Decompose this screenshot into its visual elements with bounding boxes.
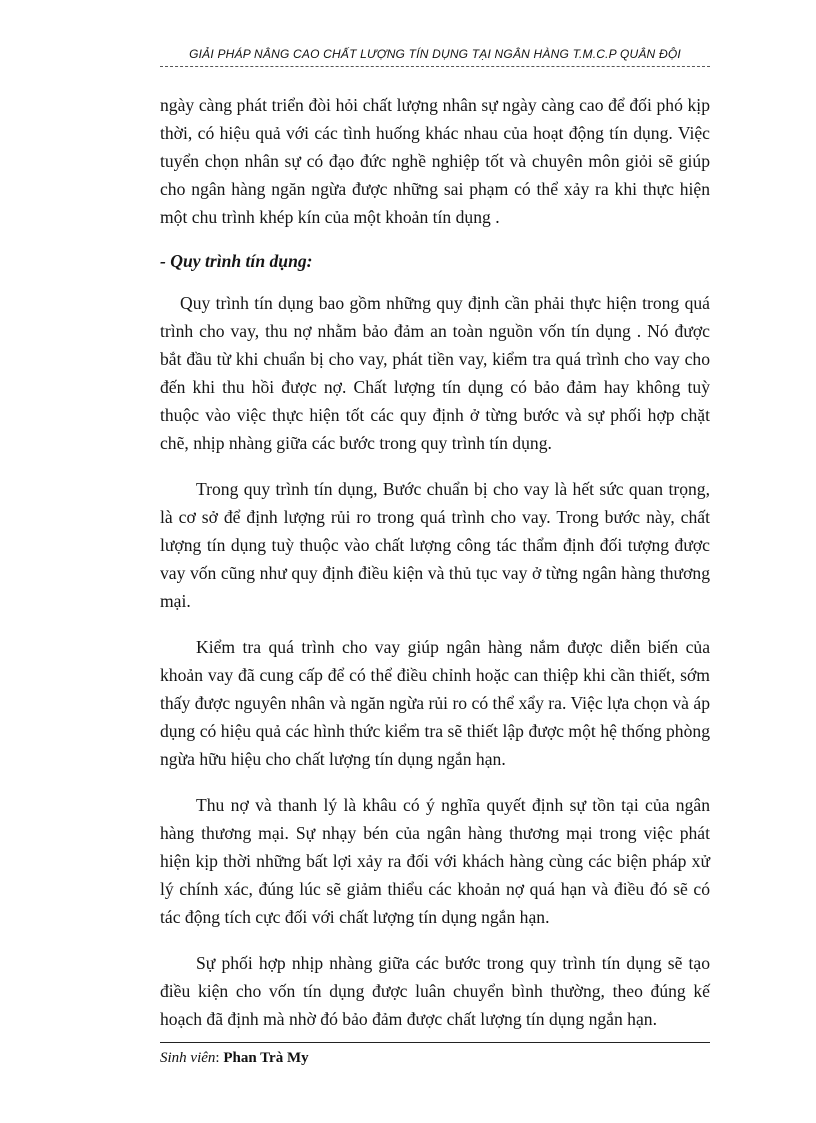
paragraph-4: Thu nợ và thanh lý là khâu có ý nghĩa quyết định sự tồn tại của ngân hàng thương mại. Sự nhạy bén của ngân hàng thương mại trong việc phát hiện kịp thời những bất lợi xảy ra đối với khách hàng cùng các biện pháp xử lý chính xác, đúng lúc sẽ giảm thiểu các khoản nợ quá hạn và điều đó sẽ có tác động tích cực đối với chất lượng tín dụng ngắn hạn. [160, 795, 710, 927]
student-name: Phan Trà My [223, 1050, 309, 1066]
paragraph-5: Sự phối hợp nhịp nhàng giữa các bước trong quy trình tín dụng sẽ tạo điều kiện cho vốn tín dụng được luân chuyển bình thường, theo đúng kế hoạch đã định mà nhờ đó bảo đảm được chất lượng tín dụng ngắn hạn. [160, 953, 710, 1029]
paragraph-2: Trong quy trình tín dụng, Bước chuẩn bị cho vay là hết sức quan trọng, là cơ sở để định lượng rủi ro trong quá trình cho vay. Trong bước này, chất lượng tín dụng tuỳ thuộc vào chất lượng công tác thẩm định đối tượng được vay vốn cũng như quy định điều kiện và thủ tục vay ở từng ngân hàng thương mại. [160, 479, 710, 611]
footer-label: Sinh viên [160, 1050, 216, 1066]
footer [160, 1050, 309, 1067]
running-header: GIẢI PHÁP NÂNG CAO CHẤT LƯỢNG TÍN DỤNG TẠI NGÂN HÀNG T.M.C.P QUÂN ĐỘI [189, 47, 681, 61]
header-divider [160, 66, 710, 67]
section-heading: - Quy trình tín dụng: [160, 251, 313, 271]
body-text [160, 91, 710, 1033]
footer-separator: : [215, 1050, 224, 1066]
paragraph-3: Kiểm tra quá trình cho vay giúp ngân hàng nắm được diễn biến của khoản vay đã cung cấp để có thể điều chỉnh hoặc can thiệp khi cần thiết, sớm thấy được nguyên nhân và ngăn ngừa rủi ro có thể xẩy ra. Việc lựa chọn và áp dụng có hiệu quả các hình thức kiểm tra sẽ thiết lập được một hệ thống phòng ngừa hữu hiệu cho chất lượng tín dụng ngắn hạn. [160, 637, 710, 769]
footer-divider [160, 1042, 710, 1043]
paragraph-1: Quy trình tín dụng bao gồm những quy định cần phải thực hiện trong quá trình cho vay, thu nợ nhằm bảo đảm an toàn nguồn vốn tín dụng . Nó được bắt đầu từ khi chuẩn bị cho vay, phát tiền vay, kiểm tra quá trình cho vay cho đến khi thu hồi được nợ. Chất lượng tín dụng có bảo đảm hay không tuỳ thuộc vào việc thực hiện tốt các quy định ở từng bước và sự phối hợp chặt chẽ, nhịp nhàng giữa các bước trong quy trình tín dụng. [160, 293, 710, 453]
intro-paragraph: ngày càng phát triển đòi hỏi chất lượng nhân sự ngày càng cao để đối phó kịp thời, có hiệu quả với các tình huống khác nhau của hoạt động tín dụng. Việc tuyển chọn nhân sự có đạo đức nghề nghiệp tốt và chuyên môn giỏi sẽ giúp cho ngân hàng ngăn ngừa được những sai phạm có thể xảy ra khi thực hiện một chu trình khép kín của một khoản tín dụng . [160, 95, 710, 227]
